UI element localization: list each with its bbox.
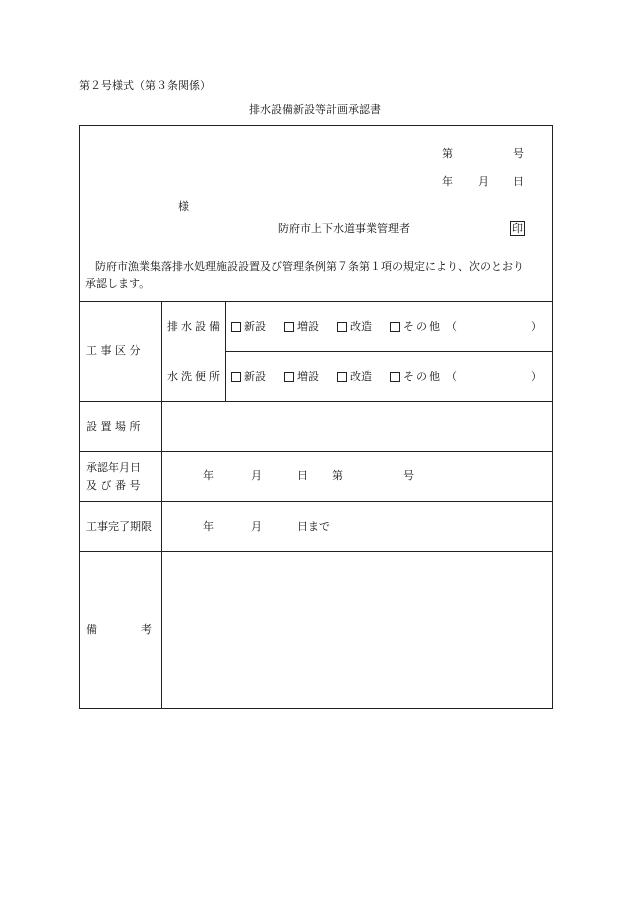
row-drainage-facility-options (231, 320, 542, 334)
row-flush-toilet-options (231, 370, 542, 384)
option-other[interactable]: その他 (390, 320, 442, 334)
approval-number-suffix: 号 (403, 469, 414, 482)
approval-day: 日 (297, 469, 308, 482)
option-remodel[interactable]: 改造 (337, 320, 372, 334)
issue-date-month: 月 (478, 175, 489, 188)
addressee-suffix: 様 (178, 200, 189, 213)
form-number-label: 第２号様式（第３条関係） (79, 79, 211, 92)
body-text-line2: 承認します。 (85, 277, 151, 290)
option-expand[interactable]: 増設 (284, 320, 319, 334)
option-new[interactable]: 新設 (231, 370, 266, 384)
checkbox-icon (337, 372, 347, 382)
other-paren-close: ） (531, 370, 542, 383)
construction-category-label: 工 事 区 分 (86, 344, 141, 357)
checkbox-icon (231, 322, 241, 332)
completion-deadline-label: 工事完了期限 (86, 520, 152, 533)
checkbox-icon (284, 372, 294, 382)
remarks-label: 備 考 (86, 623, 152, 636)
approval-year: 年 (203, 469, 214, 482)
checkbox-icon (231, 372, 241, 382)
installation-location-label: 設 置 場 所 (86, 420, 141, 433)
other-paren-close: ） (531, 320, 542, 333)
form-table (79, 125, 553, 709)
checkbox-icon (337, 322, 347, 332)
body-text-line1: 防府市漁業集落排水処理施設設置及び管理条例第７条第１項の規定により、次のとおり (95, 260, 524, 273)
row-drainage-facility-label: 排水設備 (167, 320, 223, 333)
document-number-prefix: 第 (442, 147, 453, 160)
checkbox-icon (390, 372, 400, 382)
issuer-name: 防府市上下水道事業管理者 (278, 222, 410, 235)
row-flush-toilet-label: 水洗便所 (167, 370, 223, 383)
option-remodel[interactable]: 改造 (337, 370, 372, 384)
seal-mark: 印 (512, 222, 523, 235)
approval-month: 月 (251, 469, 262, 482)
other-paren-open: （ (446, 370, 457, 383)
document-title: 排水設備新設等計画承認書 (249, 103, 381, 116)
document-number-suffix: 号 (513, 147, 524, 160)
option-other[interactable]: その他 (390, 370, 442, 384)
issue-date-day: 日 (513, 175, 524, 188)
other-paren-open: （ (446, 320, 457, 333)
checkbox-icon (284, 322, 294, 332)
approval-number-prefix: 第 (332, 469, 343, 482)
option-expand[interactable]: 増設 (284, 370, 319, 384)
checkbox-icon (390, 322, 400, 332)
issue-date-year: 年 (442, 175, 453, 188)
approval-date-number-label: 承認年月日 及 び 番 号 (86, 461, 141, 492)
deadline-year: 年 (203, 520, 214, 533)
deadline-day-suffix: 日まで (297, 520, 330, 533)
option-new[interactable]: 新設 (231, 320, 266, 334)
deadline-month: 月 (251, 520, 262, 533)
